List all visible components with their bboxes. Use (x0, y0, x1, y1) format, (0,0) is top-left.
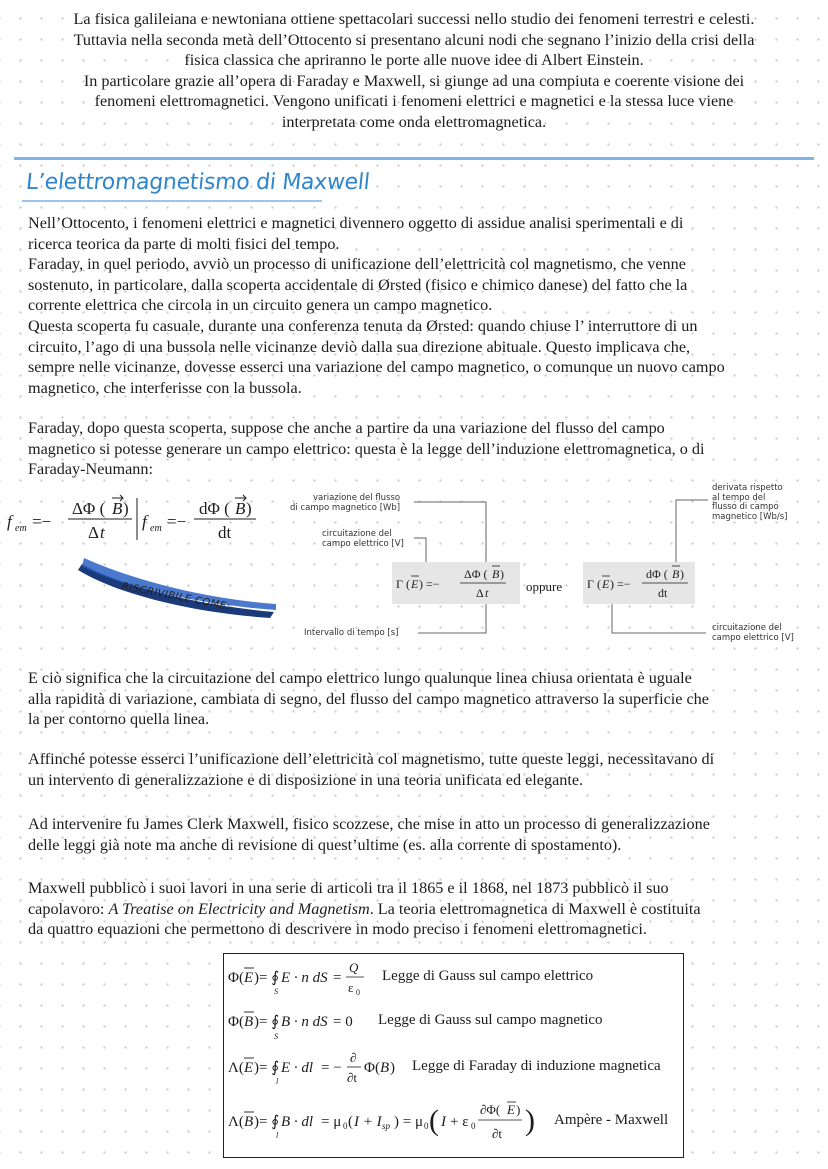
svg-text:0: 0 (471, 1121, 476, 1131)
svg-text:em: em (15, 523, 27, 534)
svg-text:ε: ε (348, 980, 354, 995)
text-line: alla rapidità di variazione, cambiata di segno, del flusso del campo magnetico attraverso la superficie che (28, 689, 709, 708)
text-line: magnetico si potesse generare un campo elettrico: questa è la legge dell’induzione elettromagnetica, o di (28, 439, 705, 458)
svg-text:= μ: = μ (321, 1114, 342, 1130)
equation-name-gauss-e: Legge di Gauss sul campo elettrico (382, 968, 594, 984)
svg-text:): ) (516, 1102, 521, 1117)
svg-text:(: ( (429, 1104, 439, 1137)
svg-text:Λ(: Λ( (228, 1114, 244, 1130)
maxwell-equations-box (223, 953, 684, 1158)
text-line: corrente elettrica che circola in un circuito genera un campo magnetico. (28, 296, 493, 315)
intro-line: La fisica galileiana e newtoniana ottiene spettacolari successi nello studio dei fenomeni terrestri e celesti. (73, 10, 755, 28)
svg-text:f: f (142, 512, 147, 531)
svg-text:Φ(: Φ( (228, 970, 244, 986)
text-line: Maxwell pubblicò i suoi lavori in una serie di articoli tra il 1865 e il 1868, nel 1873 pubblicò il suo (28, 879, 669, 897)
paragraph-unification (28, 749, 818, 790)
intro-line: fenomeni elettromagnetici. Vengono unificati i fenomeni elettrici e magnetici e la stessa luce viene (94, 92, 734, 111)
svg-text:Γ (: Γ ( (587, 577, 601, 591)
label-circuitazione-1: circuitazione del campo elettrico [V] (322, 529, 404, 549)
svg-text:∂t: ∂t (492, 1126, 503, 1141)
text-line: Faraday, dopo questa scoperta, suppose che anche a partire da una variazione del flusso del campo (28, 419, 665, 437)
svg-text:0: 0 (343, 1121, 348, 1131)
equation-name-ampere-maxwell: Ampère - Maxwell (554, 1112, 669, 1128)
svg-text:0: 0 (356, 988, 360, 997)
intro-line: interpretata come onda elettromagnetica. (281, 112, 547, 131)
svg-text:E: E (507, 1102, 515, 1117)
text-line: sempre nelle vicinanze, dovesse esserci una variazione del campo magnetico, o comunque un nuovo campo (28, 358, 725, 377)
svg-text:=: = (333, 970, 342, 986)
svg-text:em: em (150, 523, 162, 534)
svg-text:l: l (276, 1077, 279, 1086)
svg-text:I + I: I + I (354, 1114, 382, 1130)
svg-text:dt: dt (658, 586, 668, 600)
label-intervallo: Intervallo di tempo [s] (304, 628, 399, 638)
oppure-text: oppure (526, 579, 563, 594)
svg-text:=−: =− (32, 512, 52, 531)
text-line: un intervento di generalizzazione e di disposizione in una teoria unificata ed elegante. (28, 770, 584, 789)
svg-text:= −: = − (321, 1060, 342, 1076)
svg-text:E: E (411, 577, 419, 591)
label-variazione-flusso: variazione del flusso di campo magnetico [Wb] (290, 493, 401, 513)
intro-line: fisica classica che apriranno le porte alle nuove idee di Albert Einstein. (184, 51, 644, 70)
svg-text:E · dl: E · dl (281, 1060, 314, 1076)
equation-name-faraday: Legge di Faraday di induzione magnetica (412, 1058, 661, 1074)
svg-text:Φ(: Φ( (228, 1014, 244, 1030)
svg-text:t: t (100, 523, 105, 542)
label-circuitazione-2: circuitazione del campo elettrico [V] (712, 623, 794, 643)
svg-text:Γ (: Γ ( (396, 577, 410, 591)
paragraph-maxwell-intervention (28, 814, 818, 855)
svg-text:): ) (500, 567, 504, 581)
svg-text:)= ∮: )= ∮ (254, 1114, 280, 1130)
svg-text:∂t: ∂t (347, 1070, 358, 1085)
svg-text:E: E (244, 1060, 254, 1076)
svg-text:B: B (235, 499, 246, 518)
text-line: sostenuto, in particolare, dalla scoperta accidentale di Ørsted (fisico e chimico danese) del fatto che la (28, 275, 688, 294)
book-title: A Treatise on Electricity and Magnetism (108, 899, 370, 918)
svg-text:)= ∮: )= ∮ (254, 970, 280, 986)
svg-text:): ) (680, 567, 684, 581)
svg-text:) =−: ) =− (610, 577, 631, 591)
svg-text:Δ: Δ (88, 523, 99, 542)
svg-text:)= ∮: )= ∮ (254, 1014, 280, 1030)
svg-text:I: I (441, 1114, 446, 1130)
brush-label: RISCRIVIBILE COME: (120, 581, 231, 613)
svg-text:Λ(: Λ( (228, 1060, 244, 1076)
paragraph-meaning (28, 668, 818, 730)
svg-text:B: B (112, 499, 123, 518)
equation-name-gauss-b: Legge di Gauss sul campo magnetico (378, 1012, 603, 1028)
svg-text:B · n dS: B · n dS (281, 1014, 328, 1030)
svg-text:+ ε: + ε (450, 1114, 469, 1130)
svg-text:B: B (244, 1114, 254, 1130)
svg-text:= 0: = 0 (333, 1014, 353, 1030)
svg-text:)= ∮: )= ∮ (254, 1060, 280, 1076)
svg-text:ΔΦ (: ΔΦ ( (464, 567, 488, 581)
svg-text:dt: dt (218, 523, 232, 542)
svg-text:∂: ∂ (350, 1050, 357, 1065)
intro-line: In particolare grazie all’opera di Faraday e Maxwell, si giunge ad una compiuta e coerente visione dei (83, 71, 745, 90)
text-line: da quattro equazioni che permettono di descrivere in modo preciso i fenomeni elettromagnetici. (28, 920, 647, 939)
text-line: ricerca teorica da parte di molti fisici del tempo. (28, 234, 340, 253)
intro-line: Tuttavia nella seconda metà dell’Ottocento si presentano alcuni nodi che segnano l’inizio della crisi della (73, 30, 755, 49)
svg-text:(: ( (348, 1114, 353, 1130)
svg-text:): ) (390, 1060, 395, 1076)
text-line: magnetico, che interferisse con la bussola. (28, 378, 302, 397)
text-line: Ad intervenire fu James Clerk Maxwell, fisico scozzese, che mise in atto un processo di generalizzazione (28, 815, 710, 833)
paragraph-treatise (28, 878, 818, 940)
svg-text:E: E (244, 970, 254, 986)
svg-text:B · dl: B · dl (281, 1114, 314, 1130)
text-line: Nell’Ottocento, i fenomeni elettrici e magnetici divennero oggetto di assidue analisi sperimentali e di (28, 214, 684, 232)
text-line: Faraday, in quel periodo, avviò un processo di unificazione dell’elettricità col magnetismo, che venne (28, 255, 686, 274)
svg-text:ΔΦ (: ΔΦ ( (72, 499, 106, 518)
svg-text:Δ: Δ (476, 586, 484, 600)
text-line: circuito, l’ago di una bussola nelle vicinanze deviò dalla sua direzione abituale. Questo implicava che, (28, 337, 691, 356)
svg-text:E: E (602, 577, 610, 591)
svg-text:) =−: ) =− (419, 577, 440, 591)
svg-text:sp: sp (382, 1121, 391, 1131)
svg-text:Φ(: Φ( (364, 1060, 380, 1076)
svg-text:S: S (274, 987, 278, 996)
svg-text:∂Φ(: ∂Φ( (480, 1102, 501, 1117)
svg-text:): ) (525, 1104, 535, 1137)
svg-text:B: B (492, 567, 500, 581)
svg-text:dΦ (: dΦ ( (646, 567, 668, 581)
svg-text:dΦ (: dΦ ( (199, 499, 230, 518)
text-line: E ciò significa che la circuitazione del campo elettrico lungo qualunque linea chiusa orientata è uguale (28, 669, 692, 687)
text-line: capolavoro: A Treatise on Electricity and Magnetism. La teoria elettromagnetica di Maxwell è costituita (28, 899, 701, 918)
svg-text:f: f (7, 512, 12, 531)
svg-text:) = μ: ) = μ (394, 1114, 423, 1130)
svg-text:B: B (672, 567, 680, 581)
text-line: Faraday-Neumann: (28, 460, 153, 479)
svg-text:0: 0 (424, 1121, 429, 1131)
svg-text:): ) (123, 499, 129, 518)
svg-text:t: t (485, 586, 489, 600)
svg-text:): ) (246, 499, 252, 518)
text-line: delle leggi già note ma anche di revisione di quest’ultime (es. alla corrente di spostamento). (28, 835, 622, 854)
svg-text:l: l (276, 1131, 279, 1140)
svg-text:Q: Q (349, 960, 359, 975)
svg-text:E · n dS: E · n dS (281, 970, 328, 986)
text-line: Affinché potesse esserci l’unificazione dell’elettricità col magnetismo, tutte queste leggi, necessitavano di (28, 750, 715, 768)
svg-text:=−: =− (167, 512, 187, 531)
text-line: Questa scoperta fu casuale, durante una conferenza tenuta da Ørsted: quando chiuse l’ interruttore di un (28, 316, 698, 335)
section-title: L’elettromagnetismo di Maxwell (24, 170, 371, 195)
svg-text:B: B (244, 1014, 254, 1030)
label-derivata: derivata rispetto al tempo del flusso di campo magnetico [Wb/s] (712, 483, 788, 522)
text-line: la per contorno quella linea. (28, 710, 210, 729)
svg-text:B: B (380, 1060, 390, 1076)
svg-text:S: S (274, 1032, 278, 1041)
